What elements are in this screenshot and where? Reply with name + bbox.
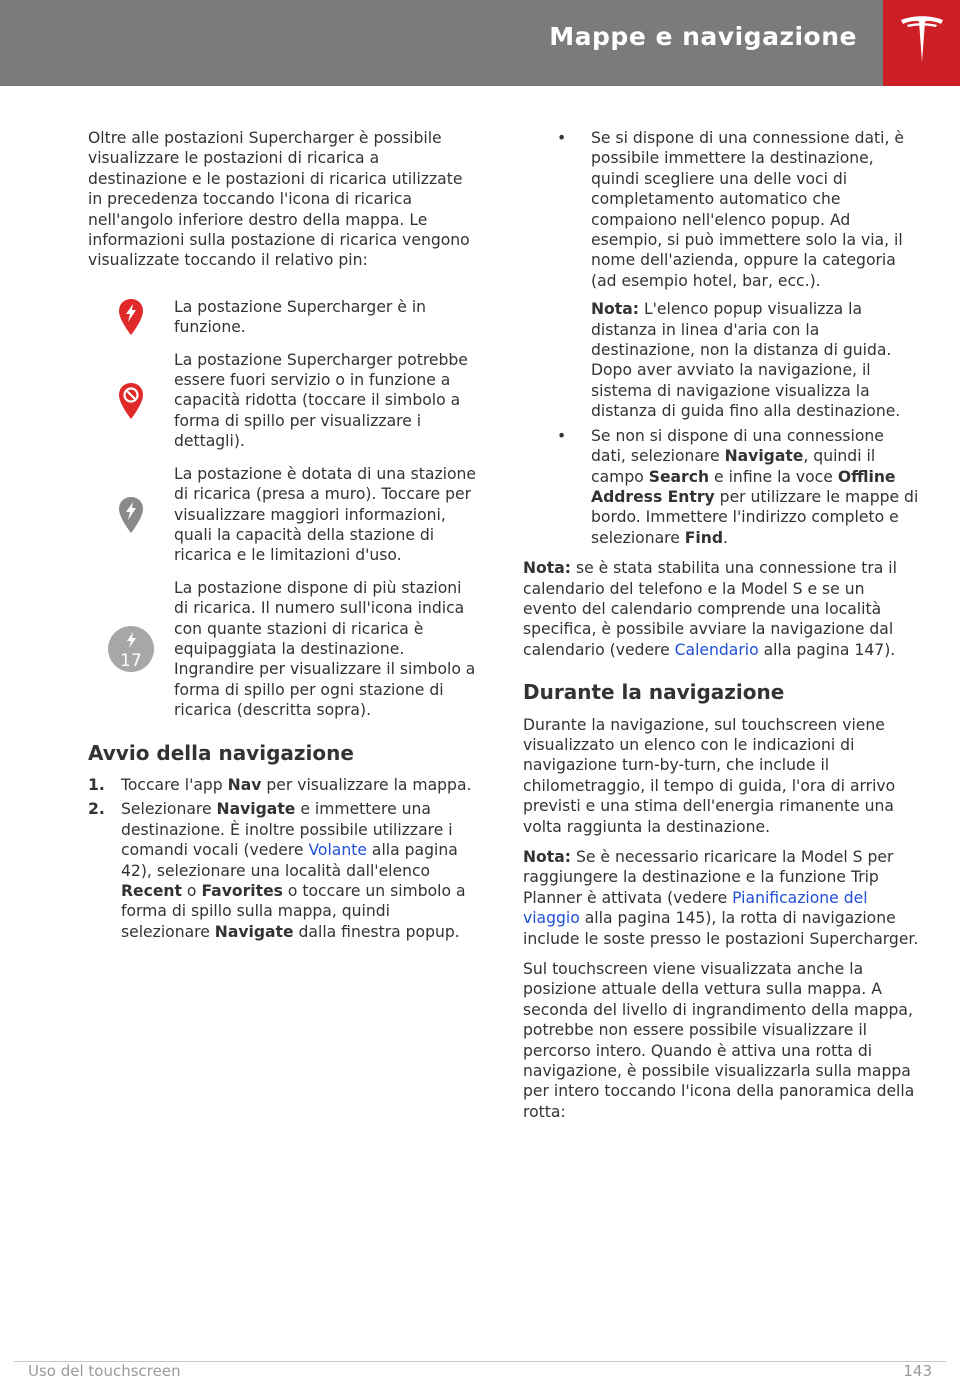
step-1: 1. Toccare l'app Nav per visualizzare la mappa. (88, 775, 472, 794)
note-calendar: Nota: se è stata stabilita una connessione tra il calendario del telefono e la Model S e se un evento del calendario comprende una località specifica, è possibile avviare la navigazione dal calendario (vedere Calendario alla pagina 147). (523, 559, 897, 659)
pin-text-supercharger: La postazione Supercharger è in funzione. (174, 297, 427, 337)
pin-row-cluster (88, 578, 480, 721)
step-2: 2. Selezionare Navigate e immettere una destinazione. È inoltre possibile utilizzare i comandi vocali (vedere Volante alla pagina 42), selezionare una località dall'elenco Recent o Favorites o toccare un simbolo a forma di spillo sulla mappa, quindi selezionare Navigate dalla finestra popup. (88, 800, 466, 941)
intro-paragraph: Oltre alle postazioni Supercharger è possibile visualizzare le postazioni di ricarica a destinazione e le postazioni di ricarica utilizzate in precedenza toccando l'icona di ricarica nell'angolo inferiore destro della mappa. Le informazioni sulla postazione di ricarica vengono visualizzate toccando il relativo pin: (88, 129, 470, 270)
link-pianificazione[interactable]: Pianificazione del viaggio (523, 888, 868, 928)
pin-text-out-of-service: La postazione Supercharger potrebbe essere fuori servizio o in funzione a capacità ridotta (toccare il simbolo a forma di spillo per visualizzare i dettagli). (174, 350, 468, 451)
pin-text-destination: La postazione è dotata di una stazione di ricarica (presa a muro). Toccare per visualizzare maggiori informazioni, quali la capacità della stazione di ricarica e le limitazioni d'uso. (174, 464, 477, 565)
link-volante[interactable]: Volante (308, 841, 367, 860)
tesla-logo-box (883, 0, 960, 86)
footer-section: Uso del touchscreen (28, 1362, 181, 1380)
section-heading-during: Durante la navigazione (523, 680, 785, 705)
cluster-count: 17 (120, 651, 142, 672)
destination-charging-pin-gray-icon (118, 496, 144, 534)
note-trip-planner: Nota: Se è necessario ricaricare la Model S per raggiungere la destinazione e la funzione Trip Planner è attivata (vedere Pianificazione del viaggio alla pagina 145), la rotta di navigazione include le soste presso le postazioni Supercharger. (523, 848, 919, 948)
pin-text-cluster: La postazione dispone di più stazioni di ricarica. Il numero sull'icona indica con quante stazioni di ricarica è equipaggiata la destinazione. Ingrandire per visualizzare il simbolo a forma di spillo per ogni stazione di ricarica (descritta sopra). (174, 578, 476, 720)
bullet-item-data-connection: • Se si dispone di una connessione dati, è possibile immettere la destinazione, quindi scegliere una delle voci di completamento automatico che compaiono nell'elenco popup. Ad esempio, si può immettere solo la via, il nome dell'azienda, oppure la categoria (ad esempio hotel, bar, ecc.). (557, 129, 904, 290)
paragraph-current-position: Sul touchscreen viene visualizzata anche la posizione attuale della vettura sulla mappa. A seconda del livello di ingrandimento della mappa, potrebbe non essere possibile visualizzare il percorso intero. Quando è attiva una rotta di navigazione, è possibile visualizzarla sulla mappa per intero toccando l'icona della panoramica della rotta: (523, 960, 915, 1121)
tesla-logo-icon (899, 14, 945, 70)
steps-list (88, 775, 480, 942)
bullet-list (523, 128, 921, 291)
link-calendario[interactable]: Calendario (674, 640, 759, 659)
footer-page-number: 143 (903, 1362, 932, 1380)
charging-cluster-circle-icon (107, 625, 155, 673)
pin-row-destination (88, 464, 480, 566)
section-heading-start: Avvio della navigazione (88, 740, 354, 765)
paragraph-during-navigation: Durante la navigazione, sul touchscreen viene visualizzato un elenco con le indicazioni di navigazione turn-by-turn, che include il chilometraggio, il tempo di guida, l'ora di arrivo previsti e una stima dell'energia rimanente una volta raggiunta la destinazione. (523, 715, 896, 836)
header-bar (0, 0, 883, 86)
supercharger-out-of-service-pin-icon (118, 382, 144, 420)
bullet-item-no-connection: • Se non si dispone di una connessione dati, selezionare Navigate, quindi il campo Search e infine la voce Offline Address Entry per utilizzare le mappe di bordo. Immettere l'indirizzo completo e selezionare Find. (557, 426, 919, 547)
supercharger-pin-red-icon (118, 298, 144, 336)
page-title: Mappe e navigazione (549, 22, 857, 51)
right-column (523, 128, 921, 1132)
pin-row-out-of-service (88, 350, 480, 452)
bullet-list-2 (523, 426, 921, 548)
left-column (88, 128, 480, 946)
pin-row-supercharger (88, 297, 480, 338)
note-popup-distance: Nota: L'elenco popup visualizza la distanza in linea d'aria con la destinazione, non la distanza di guida. Dopo aver avviato la navigazione, il sistema di navigazione visualizza la distanza di guida fino alla destinazione. (591, 300, 901, 421)
